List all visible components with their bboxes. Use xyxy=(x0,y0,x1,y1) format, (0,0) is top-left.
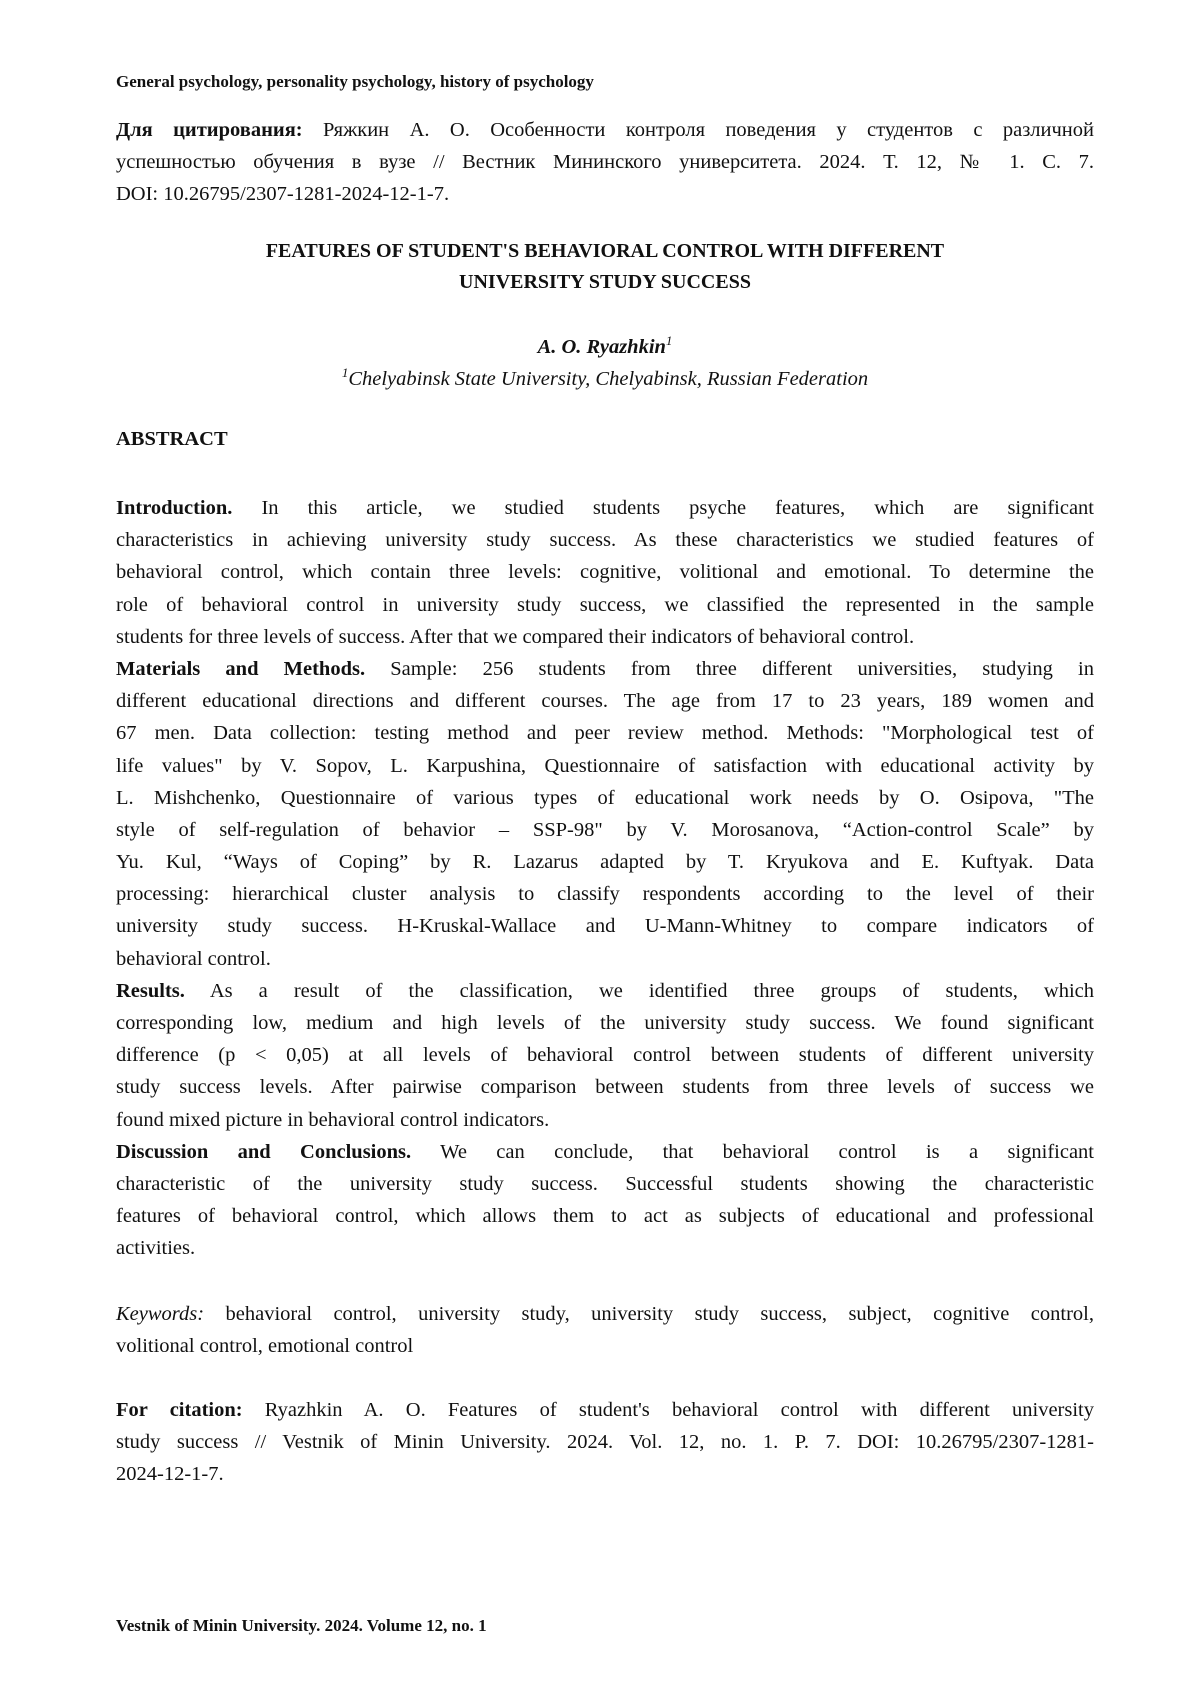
text-line: volitional control, emotional control xyxy=(116,1330,1094,1362)
keywords xyxy=(116,1298,1094,1362)
paper-title xyxy=(116,236,1094,298)
paragraph-lead: Results. xyxy=(116,980,185,1002)
abstract-heading: ABSTRACT xyxy=(116,428,1094,451)
text-line: found mixed picture in behavioral control indicators. xyxy=(116,1104,1094,1136)
author xyxy=(116,333,1094,359)
text-line: difference (p < 0,05) at all levels of behavioral control between students of different university xyxy=(116,1039,1094,1071)
text-line: life values" by V. Sopov, L. Karpushina, Questionnaire of satisfaction with educational activity by xyxy=(116,750,1094,782)
text-line: behavioral control. xyxy=(116,943,1094,975)
text-line: processing: hierarchical cluster analysis to classify respondents according to the level of their xyxy=(116,878,1094,910)
text-line xyxy=(116,1136,1094,1168)
abstract-body xyxy=(116,492,1094,1265)
title-line: UNIVERSITY STUDY SUCCESS xyxy=(116,267,1094,298)
abstract-paragraph xyxy=(116,1136,1094,1265)
line-text: Sample: 256 students from three different universities, studying in xyxy=(365,658,1094,680)
text-line: university study success. H-Kruskal-Wallace and U-Mann-Whitney to compare indicators of xyxy=(116,910,1094,942)
ru-citation-line: Ряжкин А. О. Особенности контроля поведения у студентов с различной xyxy=(303,119,1094,141)
line-text: We can conclude, that behavioral control is a significant xyxy=(411,1141,1094,1163)
paragraph-lead: Discussion and Conclusions. xyxy=(116,1141,411,1163)
author-sup: 1 xyxy=(666,333,673,348)
text-line: students for three levels of success. After that we compared their indicators of behavioral control. xyxy=(116,621,1094,653)
paragraph-lead: Materials and Methods. xyxy=(116,658,365,680)
text-line xyxy=(116,1394,1094,1426)
text-line: style of self-regulation of behavior – SSP-98" by V. Morosanova, “Action-control Scale” by xyxy=(116,814,1094,846)
running-footer: Vestnik of Minin University. 2024. Volume 12, no. 1 xyxy=(116,1616,1094,1636)
text-line: activities. xyxy=(116,1232,1094,1264)
text-line: different educational directions and different courses. The age from 17 to 23 years, 189 women and xyxy=(116,685,1094,717)
text-line: study success levels. After pairwise comparison between students from three levels of success we xyxy=(116,1071,1094,1103)
text-line: characteristic of the university study success. Successful students showing the characteristic xyxy=(116,1168,1094,1200)
affiliation-text: Chelyabinsk State University, Chelyabinsk, Russian Federation xyxy=(348,368,868,390)
ru-citation xyxy=(116,114,1094,211)
text-line: behavioral control, which contain three levels: cognitive, volitional and emotional. To determine the xyxy=(116,556,1094,588)
line-text: behavioral control, university study, university study success, subject, cognitive control, xyxy=(204,1303,1094,1325)
text-line: 2024-12-1-7. xyxy=(116,1458,1094,1490)
text-line: L. Mishchenko, Questionnaire of various types of educational work needs by O. Osipova, "The xyxy=(116,782,1094,814)
abstract-paragraph xyxy=(116,653,1094,975)
paragraph-lead: Introduction. xyxy=(116,497,232,519)
line-text: As a result of the classification, we identified three groups of students, which xyxy=(185,980,1094,1002)
ru-citation-lead: Для цитирования: xyxy=(116,119,303,141)
text-line: Yu. Kul, “Ways of Coping” by R. Lazarus adapted by T. Kryukova and E. Kuftyak. Data xyxy=(116,846,1094,878)
affiliation-sup: 1 xyxy=(342,365,349,380)
line-text: Ryazhkin A. O. Features of student's behavioral control with different university xyxy=(243,1399,1094,1421)
text-line: characteristics in achieving university study success. As these characteristics we studied features of xyxy=(116,524,1094,556)
line-text: In this article, we studied students psyche features, which are significant xyxy=(232,497,1094,519)
author-name: A. O. Ryazhkin xyxy=(538,336,666,358)
text-line: role of behavioral control in university study success, we classified the represented in the sample xyxy=(116,589,1094,621)
text-line xyxy=(116,975,1094,1007)
abstract-paragraph xyxy=(116,492,1094,653)
text-line xyxy=(116,1298,1094,1330)
ru-citation-line: успешностью обучения в вузе // Вестник Мининского университета. 2024. Т. 12, № 1. С. 7. xyxy=(116,146,1094,178)
text-line: corresponding low, medium and high levels of the university study success. We found significant xyxy=(116,1007,1094,1039)
en-citation xyxy=(116,1394,1094,1491)
abstract-paragraph xyxy=(116,975,1094,1136)
text-line xyxy=(116,492,1094,524)
ru-citation-line: DOI: 10.26795/2307-1281-2024-12-1-7. xyxy=(116,178,1094,210)
paragraph-lead: For citation: xyxy=(116,1399,243,1421)
text-line: study success // Vestnik of Minin University. 2024. Vol. 12, no. 1. P. 7. DOI: 10.26795/2307-1281- xyxy=(116,1426,1094,1458)
text-line: 67 men. Data collection: testing method and peer review method. Methods: "Morphological test of xyxy=(116,717,1094,749)
affiliation xyxy=(116,365,1094,391)
text-line: features of behavioral control, which allows them to act as subjects of educational and professional xyxy=(116,1200,1094,1232)
running-header: General psychology, personality psychology, history of psychology xyxy=(116,72,1094,92)
paragraph-lead: Keywords: xyxy=(116,1303,204,1325)
title-line: FEATURES OF STUDENT'S BEHAVIORAL CONTROL WITH DIFFERENT xyxy=(116,236,1094,267)
text-line xyxy=(116,653,1094,685)
